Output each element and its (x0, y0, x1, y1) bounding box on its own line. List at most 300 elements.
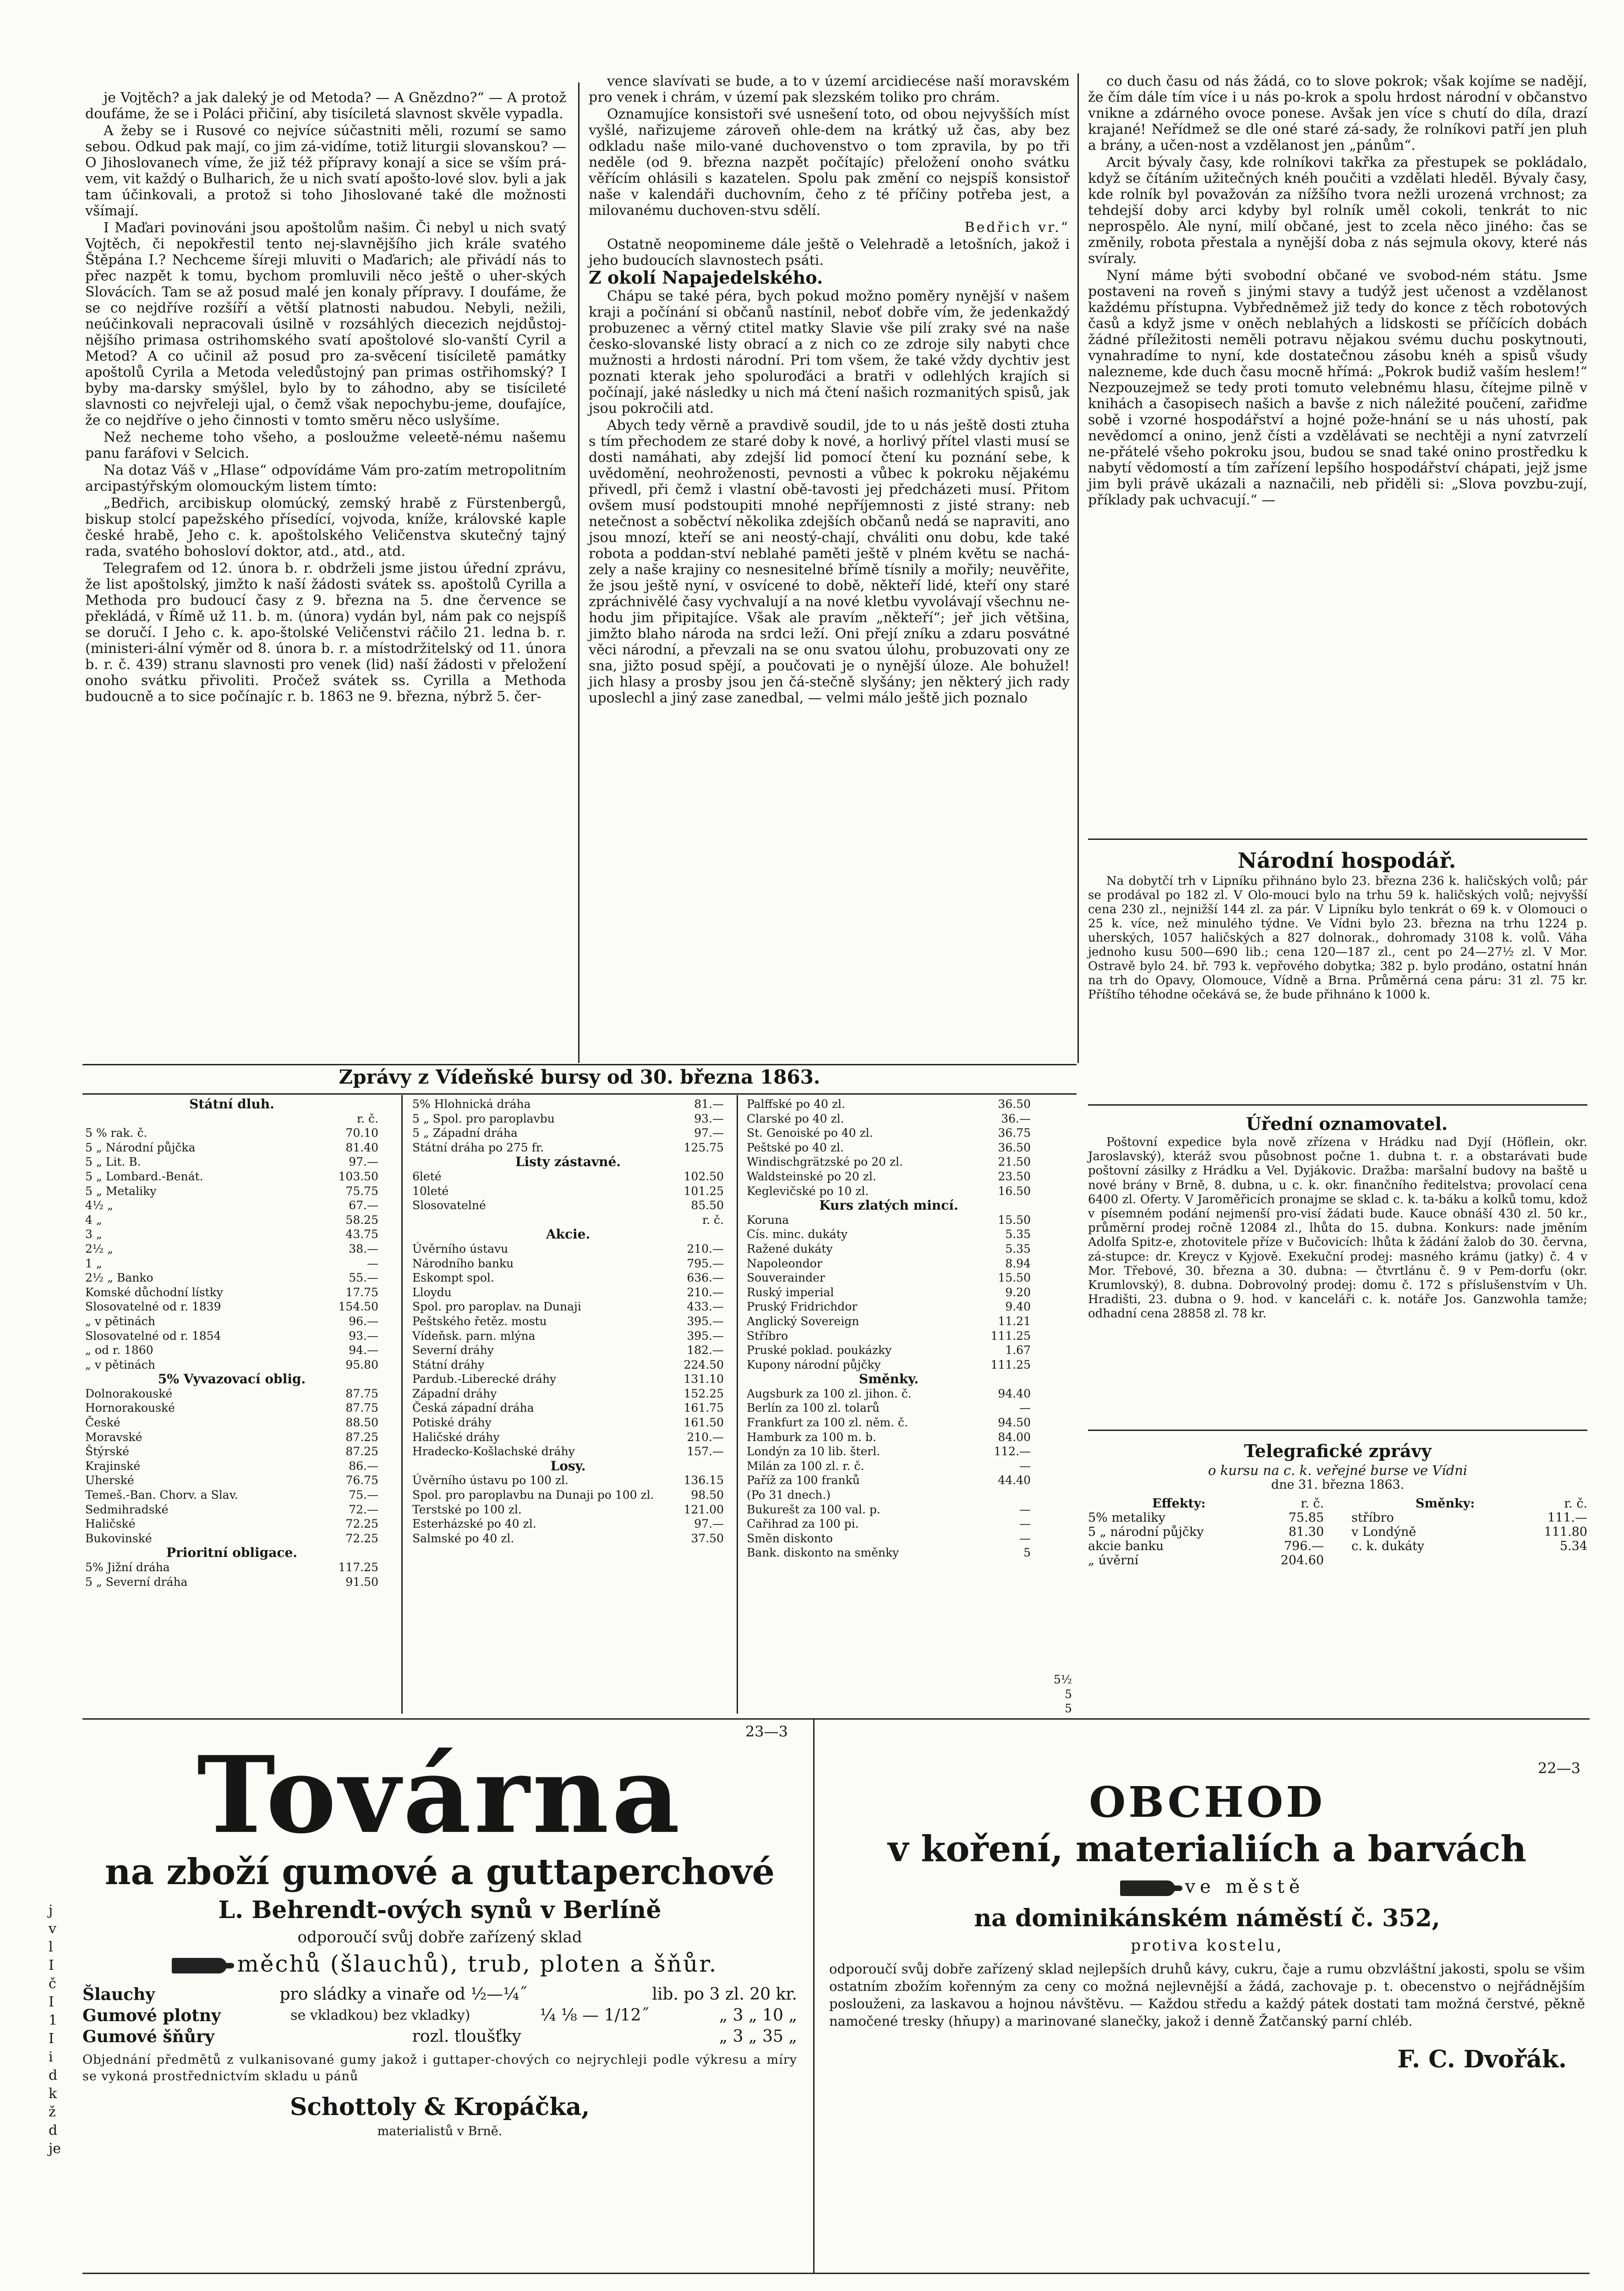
bursa-item-value: 94.40 (998, 1387, 1031, 1400)
bursa-row (747, 1256, 1031, 1271)
bursa-item-name: Úvěrního ústavu po 100 zl. (412, 1474, 569, 1487)
bursa-item-name: Anglický Sovereign (747, 1314, 859, 1328)
bursa-item-value: 93.— (694, 1112, 724, 1125)
bursa-row (85, 1169, 378, 1184)
telegraph-item: stříbro (1351, 1511, 1394, 1525)
bursa-item-name: Cařihrad za 100 pi. (747, 1517, 859, 1531)
bursa-item-name: Berlín za 100 zl. tolarů (747, 1401, 880, 1415)
bursa-item-name: Paříž za 100 franků (747, 1474, 860, 1487)
telegraph-item: „ úvěrní (1088, 1553, 1139, 1568)
bursa-row (412, 1169, 724, 1184)
bursa-item-value: 395.— (687, 1314, 724, 1328)
bursa-item-name: 5 „ Severní dráha (85, 1575, 188, 1589)
bursa-item-value: 76.75 (345, 1474, 378, 1487)
telegraph-item: 5 „ národní půjčky (1088, 1525, 1204, 1539)
bursa-item-value: — (1019, 1401, 1031, 1415)
bursa-item-name: Windischgrätzské po 20 zl. (747, 1155, 903, 1169)
article-column-3 (1088, 73, 1587, 509)
bursa-row (85, 1488, 378, 1502)
bursa-item-value: 36.50 (998, 1140, 1031, 1154)
bursa-item-value: 795.— (687, 1256, 724, 1270)
ad-title: OBCHOD (1089, 1777, 1325, 1827)
bursa-row (747, 1546, 1031, 1560)
bursa-item-name: Spol. pro paroplavbu na Dunaji po 100 zl. (412, 1488, 654, 1502)
edge-glyph: k (49, 2086, 57, 2102)
bursa-row (747, 1502, 1031, 1517)
bursa-row (85, 1155, 378, 1169)
bursa-item-name: Národního banku (412, 1256, 514, 1270)
edge-glyph: je (49, 2141, 61, 2157)
bursa-row (412, 1299, 724, 1314)
paragraph: co duch času od nás žádá, co to slove pokrok; však kojíme se nadějí, že čím dále tím více i u nás po-krok a spolu hrdost národní v občanstvo vnikne a zdárného ovoce ponese. Avšak jen více s chutí do díla, drazí krajané! Neřídmež se dle oné staré zá-sady, že rolníkovi patří jen pluh a brány, a učen-nost a vzdělanost jen „pánům“. (1088, 73, 1587, 153)
bursa-row (412, 1430, 724, 1445)
paragraph: je Vojtěch? a jak daleký je od Metoda? — A Gnězdno?“ — A protož doufáme, že se i Poláci přičiní, aby tisíciletá slavnost skvěle vypadla. (85, 90, 566, 122)
bursa-heading: 5% Vyvazovací oblig. (158, 1371, 306, 1387)
bursa-row (85, 1387, 378, 1401)
column-divider (813, 1718, 815, 2273)
bursa-row (747, 1488, 1031, 1502)
bursa-item-name: Clarské po 40 zl. (747, 1112, 844, 1125)
bursa-item-value: 103.50 (338, 1169, 378, 1183)
bursa-row (747, 1415, 1031, 1430)
bursa-item-value: 161.75 (684, 1401, 724, 1415)
bursa-row (412, 1097, 724, 1112)
bursa-column-1 (85, 1097, 378, 1589)
bursa-item-name: Slosovatelné od r. 1839 (85, 1300, 221, 1314)
bursa-item-value: 9.20 (1005, 1285, 1031, 1299)
bursa-unit: r. č. (702, 1213, 724, 1227)
bursa-item-name: Koruna (747, 1213, 789, 1227)
bursa-item-value: 75.75 (345, 1184, 378, 1198)
telegraph-value: 111.— (1547, 1511, 1587, 1525)
telegraph-row (1351, 1539, 1587, 1553)
bursa-item-value: 23.50 (998, 1169, 1031, 1183)
bursa-item-value: 81.40 (345, 1140, 378, 1154)
bursa-item-name: Pruský Fridrichdor (747, 1300, 858, 1314)
bursa-item-name: 4 „ (85, 1213, 102, 1227)
telegraph-value: 5.34 (1559, 1539, 1587, 1553)
section-divider (1088, 839, 1587, 840)
ad-line: na dominikánském náměstí č. 352, (974, 1904, 1440, 1932)
ad-firm-sub: materialistů v Brně. (377, 2124, 503, 2138)
telegraph-section (1088, 1439, 1587, 1568)
bursa-item-name: Souverainder (747, 1271, 825, 1285)
bursa-item-name: Moravské (85, 1430, 142, 1444)
bursa-row (412, 1372, 724, 1387)
bursa-row (412, 1329, 724, 1343)
bursa-item-value: 5 (1023, 1546, 1031, 1560)
telegraph-value: 75.85 (1288, 1511, 1324, 1525)
product-desc: rozl. tloušťky (412, 2027, 521, 2046)
bursa-row (412, 1401, 724, 1415)
product-price: lib. po 3 zl. 20 kr. (652, 1985, 797, 2004)
bursa-row (85, 1517, 378, 1531)
bursa-heading: Kurs zlatých mincí. (819, 1198, 958, 1213)
bursa-item-name: Komské důchodní lístky (85, 1285, 223, 1299)
section-title: Úřední oznamovatel. (1246, 1113, 1448, 1134)
bursa-item-value: 36.— (1001, 1112, 1031, 1125)
column-divider (401, 1095, 403, 1714)
bursa-row (412, 1387, 724, 1401)
bursa-row (747, 1112, 1031, 1126)
bursa-row (85, 1531, 378, 1546)
bursa-item-value: 97.— (349, 1155, 378, 1169)
edge-glyph: I (49, 1957, 54, 1973)
telegraph-value: 111.80 (1544, 1525, 1587, 1539)
bursa-item-name: 5% Hlohnická dráha (412, 1097, 531, 1111)
column-divider (578, 82, 580, 1063)
bursa-item-value: 85.50 (691, 1199, 724, 1212)
official-notices-section (1088, 1113, 1587, 1322)
bursa-column-2 (412, 1097, 724, 1546)
bursa-item-name: Londýn za 10 lib. šterl. (747, 1445, 880, 1458)
bursa-item-value: 121.00 (684, 1502, 724, 1516)
bursa-item-value: 8.94 (1005, 1256, 1031, 1270)
bursa-row (412, 1198, 724, 1213)
subtitle: o kursu na c. k. veřejné burse ve Vídni (1208, 1463, 1467, 1478)
bursa-item-name: Ražené dukáty (747, 1242, 833, 1255)
paragraph: Než necheme toho všeho, a posloužme veleetě-nému našemu panu faráfovi v Selcich. (85, 429, 566, 461)
section-divider (82, 1064, 1077, 1065)
bursa-item-value: — (367, 1256, 378, 1270)
bursa-item-value: 87.75 (345, 1387, 378, 1400)
bursa-row (747, 1299, 1031, 1314)
bursa-row (85, 1358, 378, 1372)
ad-firm: F. C. Dvořák. (1397, 2045, 1567, 2073)
bursa-item-name: Haličské dráhy (412, 1430, 500, 1444)
telegraph-row (1088, 1525, 1324, 1539)
ad-number: 22—3 (1537, 1759, 1580, 1777)
ad-line: ve městě (1185, 1876, 1305, 1897)
bursa-item-value: 117.25 (338, 1561, 378, 1574)
bursa-row (85, 1502, 378, 1517)
telegraph-row (1088, 1553, 1324, 1568)
bursa-item-name: 2½ „ (85, 1242, 114, 1255)
facing-page-edge (49, 1902, 62, 2158)
bursa-item-value: 182.— (687, 1343, 724, 1357)
bursa-item-value: 72.25 (345, 1531, 378, 1545)
bursa-row (747, 1473, 1031, 1488)
telegraph-row (1088, 1511, 1324, 1525)
bursa-item-name: Haličské (85, 1517, 136, 1531)
bursa-row (747, 1271, 1031, 1285)
paragraph: Na dotaz Váš v „Hlase“ odpovídáme Vám pro-zatím metropolitním arcipastýřským olomouckým listem tímto: (85, 462, 566, 494)
telegraph-value: 204.60 (1280, 1553, 1324, 1568)
bursa-item-name: Státní dráhy (412, 1358, 485, 1371)
ad-line: protiva kostelu, (1131, 1936, 1284, 1955)
bursa-row (412, 1256, 724, 1271)
section-divider (1088, 1104, 1587, 1106)
bursa-row (747, 1126, 1031, 1140)
bursa-item-value: 152.25 (684, 1387, 724, 1400)
bursa-row (747, 1314, 1031, 1329)
date: dne 31. března 1863. (1271, 1478, 1405, 1492)
bursa-row (85, 1242, 378, 1256)
paragraph: Nyní máme býti svobodní občané ve svobod-ném státu. Jsme postaveni na roveň s jinými stavy a tudýž jest učenost a vzdělanost každému přístupna. Vybředněmež již tedy do konce z těch robotových časů a když jsme v oněch neblahých a lidskosti se příčících dobách žádné příležitosti neměli potravu nějakou svému duchu poskytnouti, vynahradíme to nyní, kde dostatečnou zásobu knéh a spisů všudy nalezneme, kde duch času mocně hřímá: „Pokrok budiž vaším heslem!“ Nezpouzejmež se tedy proti tomuto velebnému hlasu, čítejme pilně v knihách a časopisech našich a bavše z nich náležité poučení, zařiďme sobě i vzorné hospodářství a hojné pože-hnání se u nás uhostí, pak nevědomcí a onino, jenž čísti a vzdělávati se nechtěji a nyní zatvrzelí ne-přátelé všeho pokroku jsou, budou se snad také onino prostředku k nabytí vědomostí a tím zařízení lepšího hospodářství chápati, jejž jsme jim byli právě ukázali a naznačili, neb přiděli si: „Slova povzbu-zují, příklady pak uchvacují.“ — (1088, 268, 1587, 508)
bursa-row (412, 1242, 724, 1256)
bursa-row (747, 1459, 1031, 1474)
value: 5 (1065, 1702, 1072, 1716)
bursa-item-name: Vídeňsk. parn. mlýna (412, 1329, 536, 1343)
bursa-item-name: Lloydu (412, 1285, 452, 1299)
paragraph: vence slavívati se bude, a to v území arcidiecése naší moravském pro venek i chrám, v území pak slezském toliko pro chrám. (589, 73, 1070, 105)
bursa-row (85, 1299, 378, 1314)
bursa-row (747, 1227, 1031, 1242)
ad-firm: Schottoly & Kropáčka, (290, 2093, 590, 2121)
paragraph: Ostatně neopomineme dále ještě o Velehradě a letošních, jakož i jeho budoucích slavnostech psáti. (589, 236, 1070, 269)
bursa-item-name: 3 „ (85, 1228, 102, 1241)
telegraph-item: v Londýně (1351, 1525, 1416, 1539)
bursa-item-value: 125.75 (684, 1140, 724, 1154)
section-title: Telegrafické zprávy (1244, 1441, 1432, 1461)
edge-glyph: d (49, 2067, 58, 2083)
bursa-title: Zprávy z Vídeňské bursy od 30. března 1863. (339, 1066, 820, 1088)
bursa-item-name: Sedmihradské (85, 1502, 169, 1516)
bursa-row (412, 1126, 724, 1140)
bursa-item-name: 5 „ Metaliky (85, 1184, 157, 1198)
bursa-item-name: (Po 31 dnech.) (747, 1488, 831, 1502)
telegraph-row (1351, 1511, 1587, 1525)
bursa-item-name: Štýrské (85, 1445, 130, 1458)
bursa-item-name: Dolnorakouské (85, 1387, 173, 1400)
bursa-item-name: Pruské poklad. poukázky (747, 1343, 892, 1357)
bursa-item-name: Palffské po 40 zl. (747, 1097, 845, 1111)
bursa-row (85, 1314, 378, 1329)
bursa-item-name: Terstské po 100 zl. (412, 1502, 522, 1516)
bursa-item-name: 5 % rak. č. (85, 1126, 148, 1140)
bursa-item-name: Augsburk za 100 zl. jihon. č. (747, 1387, 912, 1400)
bursa-item-value: 70.10 (345, 1126, 378, 1140)
column-header: r. č. (1301, 1496, 1324, 1511)
bursa-heading: Prioritní obligace. (166, 1545, 298, 1561)
bursa-item-name: Potiské dráhy (412, 1416, 492, 1430)
bursa-item-name: 5 „ Národní půjčka (85, 1140, 196, 1154)
bursa-item-name: Keglevičské po 10 zl. (747, 1184, 869, 1198)
bursa-item-value: 55.— (349, 1271, 378, 1285)
bursa-item-name: 4½ „ (85, 1199, 114, 1212)
bursa-item-name: 6leté (412, 1169, 442, 1183)
bursa-item-name: „ od r. 1860 (85, 1343, 153, 1357)
paragraph: Arcit bývaly časy, kde rolníkovi takřka za přestupek se pokládalo, když se čítáním užitečných knéh poučiti a vzdělati hleděl. Bývaly časy, kde rolník byl považován za nížšího tvora nežli urozená vrchnost; za tehdejší doby arci kdyby byl rolník uměl cokoli, tenkrát to nic neprospělo. Ale nyní, milí občané, jest to zcela něco jiného: čas se změnily, robota přestala a nynější doba z nás sejmula okovy, které nás svíraly. (1088, 154, 1587, 267)
bursa-row (412, 1444, 724, 1459)
telegraph-item: c. k. dukáty (1351, 1539, 1425, 1553)
bursa-item-name: Cís. minc. dukáty (747, 1228, 848, 1241)
bursa-item-name: 5 „ Lit. B. (85, 1155, 141, 1169)
edge-glyph: I (49, 2031, 54, 2047)
bursa-item-value: 91.50 (345, 1575, 378, 1589)
bursa-heading: Losy. (550, 1458, 586, 1474)
section-divider (1088, 1430, 1587, 1431)
bursa-item-value: 5.35 (1005, 1242, 1031, 1255)
bursa-item-name: Kupony národní půjčky (747, 1358, 881, 1371)
bursa-row (85, 1444, 378, 1459)
bursa-item-value: 21.50 (998, 1155, 1031, 1169)
bursa-item-value: 87.75 (345, 1401, 378, 1415)
edge-glyph: d (49, 2122, 58, 2138)
bursa-row (747, 1329, 1031, 1343)
edge-glyph: i (49, 2049, 53, 2065)
section-divider (82, 2273, 1590, 2274)
bursa-item-value: 72.25 (345, 1517, 378, 1531)
edge-glyph: v (49, 1921, 56, 1937)
bursa-row (412, 1358, 724, 1372)
bursa-item-name: Ruský imperial (747, 1285, 834, 1299)
bursa-item-name: 5 „ Západní dráha (412, 1126, 518, 1140)
bursa-item-value: 96.— (349, 1314, 378, 1328)
bursa-item-value: 16.50 (998, 1184, 1031, 1198)
bursa-item-name: Úvěrního ústavu (412, 1242, 509, 1255)
bursa-row (85, 1343, 378, 1358)
column-header: r. č. (1564, 1496, 1587, 1511)
bursa-row (747, 1430, 1031, 1445)
ad-line: L. Behrendt-ových synů v Berlíně (218, 1896, 662, 1924)
bursa-item-name: „ v pětinách (85, 1358, 155, 1371)
ad-line: v koření, materialiích a barvách (887, 1828, 1527, 1870)
bursa-row (412, 1517, 724, 1531)
telegraph-item: 5% metaliky (1088, 1511, 1165, 1525)
bursa-row (85, 1473, 378, 1488)
bursa-item-name: Směn diskonto (747, 1531, 833, 1545)
bursa-item-name: Peštské po 40 zl. (747, 1140, 844, 1154)
bursa-item-name: Hradecko-Košlachské dráhy (412, 1445, 575, 1458)
bursa-heading: Státní dluh. (189, 1096, 274, 1112)
bursa-item-value: 102.50 (684, 1169, 724, 1183)
bursa-item-name: 10leté (412, 1184, 449, 1198)
bursa-row (412, 1502, 724, 1517)
pointing-hand-icon (1120, 1880, 1175, 1896)
edge-glyph: 1 (49, 2012, 58, 2028)
edge-glyph: j (49, 1902, 53, 1918)
bursa-item-value: 97.— (694, 1517, 724, 1531)
product-desc: pro sládky a vinaře od ½—¼˝ (279, 1985, 528, 2004)
bursa-row (747, 1213, 1031, 1228)
section-title: Národní hospodář. (1237, 848, 1456, 873)
telegraph-row (1351, 1525, 1587, 1539)
bursa-row (85, 1184, 378, 1199)
bursa-row (85, 1401, 378, 1415)
product-desc: se vkladkou) bez vkladky) (290, 2007, 470, 2023)
bursa-row (412, 1184, 724, 1199)
telegraph-value: 81.30 (1288, 1525, 1324, 1539)
bursa-item-name: Bukovinské (85, 1531, 152, 1545)
bursa-row (412, 1314, 724, 1329)
section-divider (82, 1718, 1590, 1720)
bursa-item-name: „ v pětinách (85, 1314, 155, 1328)
bursa-item-value: 224.50 (684, 1358, 724, 1371)
bursa-item-value: — (1019, 1502, 1031, 1516)
telegraph-row (1088, 1539, 1324, 1553)
bursa-item-value: 111.25 (990, 1329, 1031, 1343)
value: 5 (1065, 1687, 1072, 1701)
paragraph: Oznamujíce konsistoři své usnešení toto, od obou nejvyšších míst vyšlé, nařizujeme zároveň ohle-dem na krátký už čas, aby bez odkladu naše milo-vané duchovenstvo o tom zpravila, by po tři neděle (od 9. března nazpět počítajíc) přeložení onoho svátku věřícím ohlásili s kazatelen. Spolu pak změní co nejspíš konsistoř naše v kalendáři duchovním, čeho z té příčiny potřeba jest, a milovanému duchoven-stvu sdělí. (589, 106, 1070, 219)
bursa-item-value: 157.— (687, 1445, 724, 1458)
bursa-item-name: 2½ „ Banko (85, 1271, 153, 1285)
column-divider (737, 1095, 738, 1714)
product-price: „ 3 „ 10 „ (719, 2006, 797, 2025)
bursa-row (85, 1140, 378, 1155)
section-divider (82, 1093, 1077, 1095)
product-name: Šlauchy (82, 1985, 155, 2004)
bursa-item-value: 101.25 (684, 1184, 724, 1198)
bursa-item-value: 37.50 (691, 1531, 724, 1545)
bursa-item-value: 210.— (687, 1430, 724, 1444)
bursa-row (747, 1184, 1031, 1199)
paragraph: A žeby se i Rusové co nejvíce súčastniti měli, rozumí se samo sebou. Odkud pak mají, co jim zá-vidíme, totiž liturgii slovanskou? — O Jihoslovanech víme, že již též přípravy konají a sice se vším prá-vem, vit každý o Bulharich, že u nich svatí apošto-lové slov. byli a jak tam účinkovali, a protož si toho Jihoslované také dle možnosti všímají. (85, 123, 566, 219)
bursa-item-value: 36.50 (998, 1097, 1031, 1111)
product-name: Gumové šňůry (82, 2027, 214, 2046)
bursa-item-name: Esterházské po 40 zl. (412, 1517, 536, 1531)
bursa-row (412, 1531, 724, 1546)
bursa-item-value: 36.75 (998, 1126, 1031, 1140)
paragraph: Na dobytčí trh v Lipníku přihnáno bylo 23. března 236 k. haličských volů; pár se prodával po 182 zl. V Olo-mouci bylo na trhu 59 k. haličských volů; nejvyšší cena 230 zl., nejnižší 144 zl. za pár. V Lipníku bylo tenkrát o 69 k. v Olomouci o 25 k. více, než minulého týdne. Ve Vídni bylo 23. března na trhu 1224 p. uherských, 1057 haličských a 827 dolnorak., dohromady 3108 k. volů. Váha jednoho kusu 500—690 lib.; cena 120—187 zl., cent po 24—27½ zl. V Mor. Ostravě bylo 24. bř. 793 k. vepřového dobytka; 382 p. bylo prodáno, ostatní hnán na trh do Opavy, Olomouce, Vídně a Brna. Průměrná cena páru: 31 zl. 75 kr. Příštího téhodne očekává se, že bude přihnáno k 1000 k. (1088, 874, 1587, 1002)
bursa-item-name: Hornorakouské (85, 1401, 175, 1415)
bursa-item-name: 5 „ Spol. pro paroplavbu (412, 1112, 555, 1125)
bursa-item-value: — (1019, 1459, 1031, 1473)
bursa-heading: Akcie. (546, 1227, 591, 1242)
ad-number: 23—3 (745, 1723, 788, 1740)
advertisement-spice-shop (820, 1723, 1594, 2076)
bursa-item-name: Slosovatelné (412, 1199, 486, 1212)
paragraph: Abych tedy věrně a pravdivě soudil, jde to u nás ještě dosti ztuha s tím přechodem ze staré doby k nové, a horlivý přítel vlasti musí se dosti namáhati, aby zdejší lid pomocí čtení ku poznání sebe, k uvědomění, neohroženosti, pevnosti a vůbec k pokroku nějakému přivedl, při čemž i vlastní obě-tavosti jej předcházeti musí. Přitom ovšem musí podstoupiti mnohé nepříjemnosti z jisté strany: neb netečnost a soběctví několika zdejších občanů nedá se napraviti, ano jsou mnozí, kteří se ani neostý-chají, chváliti onu dobu, kde také robota a poddan-ství neblahé paměti ještě v plném květu se nachá-zely a naše krajiny co nesnesitelné břímě tísnily a mořily; neuvěřite, že jsou ještě nyní, v osvícené to době, někteří lidé, kteří ony staré zpráchnivělé časy vychvalují a na nové kletbu vyvolávají všechnu ne-hodu jim připitajíce. Však ale pravím „někteří“; jeř jich většina, jimžto blaho národa na srdci leží. Oni přejí zníku a zdaru posvátné věci národní, a převzali na se onu svatou úlohu, probuzovati ony ze sna, jižto posud spějí, a poučovati je o nynější úloze. Ale bohužel! jich hlasy a prosby jsou jen čá-stečně slyšány; jen některý jich rady uposlechl a jiný zase zanedbal, — velmi málo ještě jich poznalo (589, 417, 1070, 706)
bursa-row (747, 1169, 1031, 1184)
bursa-row (85, 1560, 378, 1575)
bursa-discount-column (1040, 1672, 1072, 1716)
bursa-item-value: 88.50 (345, 1416, 378, 1430)
column-header: Effekty: (1152, 1496, 1206, 1511)
bursa-item-value: 154.50 (338, 1300, 378, 1314)
bursa-item-name: 5% Jižní dráha (85, 1561, 170, 1574)
paragraph: Poštovní expedice byla nově zřízena v Hrádku nad Dyjí (Höflein, okr. Jaroslavský), kteráž svou působnost počne 1. dubna t. r. a obstarávati bude poštovní zásilky z Hrádku a Vel. Dyjákovic. Dražba: maršalní budovy na baště u nové brány v Brně, 8. dubna, u c. k. okr. finančního ředitelstva; provolací cena 6400 zl. Oferty. V Jaroměřicích pronajme se sklad c. k. ta-báku a kolků tomu, kdož v písemném podání nejmenší pro-visí žádati bude. Kauce obnáší 430 zl. 50 kr., průměrní prodej ročně 12084 zl., lhůta do 15. dubna. Konkurs: nade jměním Adolfa Spitz-e, zhotovitele příze v Bučovicích: lhůta k žádání žalob do 30. června, zá-stupce: dr. Kreycz v Kyjově. Exekuční prodej: masného krámu (jatky) č. 4 v Mor. Třebové, 30. března a 30. dubna: — čtvrtlánu č. 9 v Pem-dorfu (okr. Krumlovský), 8. dubna. Dobrovolný prodej: domu č. 172 s příslušenstvím v Uh. Hradišti, 23. dubna o 9. hod. v kanceláři c. k. notáře Jos. Ganzwohla tamže; odhadní cena 28858 zl. 78 kr. (1088, 1135, 1587, 1321)
product-name: Gumové plotny (82, 2006, 221, 2025)
bursa-row (747, 1097, 1031, 1112)
bursa-item-value: 86.— (349, 1459, 378, 1473)
bursa-item-value: — (1019, 1517, 1031, 1531)
bursa-row (85, 1575, 378, 1589)
bursa-item-value: 5.35 (1005, 1228, 1031, 1241)
bursa-item-value: 1.67 (1005, 1343, 1031, 1357)
ad-line: odporoučí svůj dobře zařízený sklad (297, 1928, 582, 1946)
ad-line: měchů (šlauchů), trub, ploten a šňůr. (237, 1951, 718, 1977)
product-price: „ 3 „ 35 „ (719, 2027, 797, 2046)
bursa-row (85, 1256, 378, 1271)
paragraph: „Bedřich, arcibiskup olomúcký, zemský hrabě z Fürstenbergů, biskup stolcí papežského přísedící, vojvoda, kníže, královské kaple české hrabě, Jeho c. k. apoštolského Veličenstva skutečný tajný rada, svatého bohosloví doktor, atd., atd., atd. (85, 495, 566, 559)
bursa-row (747, 1155, 1031, 1169)
bursa-heading: Listy zástavné. (515, 1154, 621, 1170)
bursa-item-value: 72.— (349, 1502, 378, 1516)
edge-glyph: ž (49, 2104, 56, 2120)
bursa-item-name: Salmské po 40 zl. (412, 1531, 514, 1545)
edge-glyph: l (49, 1939, 53, 1955)
bursa-item-name: Uherské (85, 1474, 134, 1487)
bursa-item-name: Spol. pro paroplav. na Dunaji (412, 1300, 581, 1314)
bursa-row (85, 1271, 378, 1285)
bursa-row (747, 1531, 1031, 1546)
bursa-row (747, 1343, 1031, 1358)
ad-title: Továrna (197, 1733, 683, 1857)
ad-line: na zboží gumové a guttaperchové (104, 1851, 775, 1893)
bursa-item-value: 98.50 (691, 1488, 724, 1502)
bursa-item-name: Krajinské (85, 1459, 141, 1473)
bursa-item-name: Stříbro (747, 1329, 788, 1343)
bursa-item-value: 87.25 (345, 1445, 378, 1458)
product-size: ¼ ⅛ — 1/12˝ (540, 2006, 650, 2025)
bursa-item-name: Slosovatelné od r. 1854 (85, 1329, 221, 1343)
signature: Bedřich vr.“ (964, 219, 1070, 236)
advertisement-rubber-factory (73, 1723, 806, 2140)
bursa-item-value: 44.40 (998, 1474, 1031, 1487)
bursa-item-value: 67.— (349, 1199, 378, 1212)
pointing-hand-icon (172, 1958, 227, 1973)
